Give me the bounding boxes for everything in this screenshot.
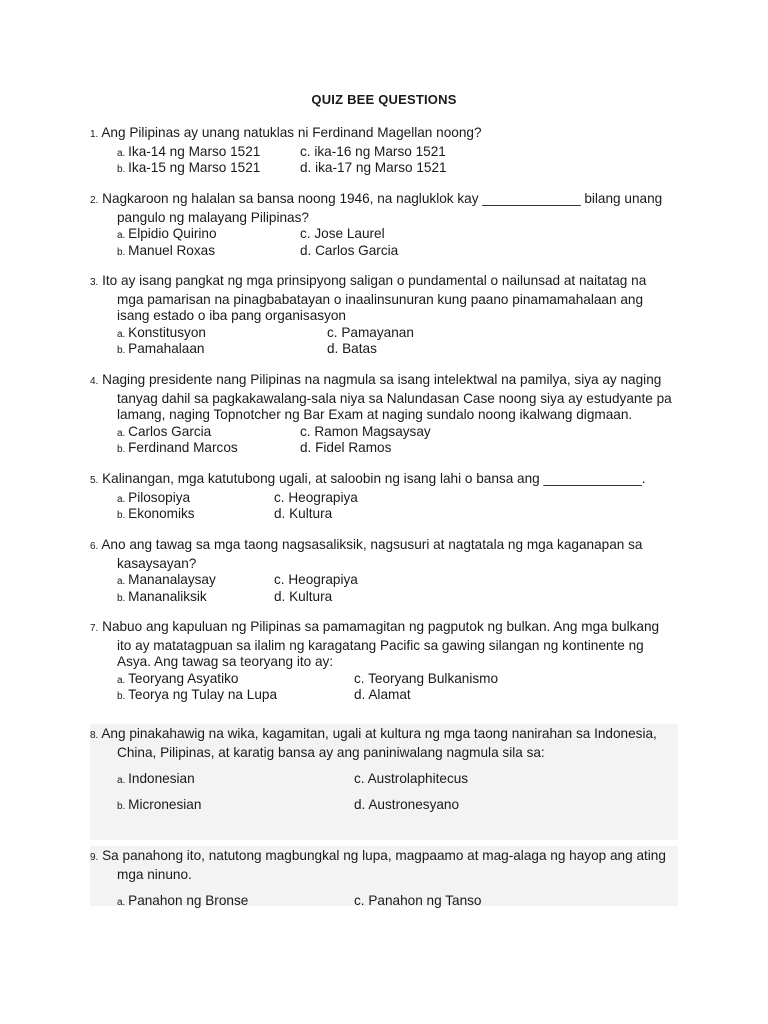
question-text-line: Kalinangan, mga katutubong ugali, at saloobin ng isang lahi o bansa ang _____________. xyxy=(98,471,646,486)
option-text: c. Heograpiya xyxy=(274,489,358,505)
option-text: Ika-14 ng Marso 1521 xyxy=(128,143,261,159)
question-7 xyxy=(90,619,680,704)
option-text: Mananalaysay xyxy=(128,572,216,587)
question-text-line: Ang Pilipinas ay unang natuklas ni Ferdinand Magellan noong? xyxy=(98,125,482,140)
option-text: c. Ramon Magsaysay xyxy=(300,423,431,439)
option-row xyxy=(90,893,680,919)
answer-option xyxy=(274,506,332,523)
option-row xyxy=(90,144,680,161)
question-text-line: Asya. Ang tawag sa teoryang ito ay: xyxy=(117,654,334,669)
option-row xyxy=(90,440,680,457)
question-number: 5. xyxy=(90,475,99,486)
option-letter: a. xyxy=(117,897,129,908)
option-letter: b. xyxy=(117,345,129,356)
option-text: Indonesian xyxy=(128,771,195,786)
answer-option xyxy=(354,893,481,910)
answer-option xyxy=(327,341,377,358)
option-letter: b. xyxy=(117,510,129,521)
option-row xyxy=(90,671,680,688)
answer-option xyxy=(300,144,446,161)
option-letter: a. xyxy=(117,576,129,587)
option-letter: a. xyxy=(117,674,129,686)
option-letter: b. xyxy=(117,592,129,604)
answer-option xyxy=(117,440,238,459)
option-text: d. Batas xyxy=(327,341,377,356)
question-number: 4. xyxy=(90,376,99,387)
answer-option xyxy=(354,797,459,814)
answer-option xyxy=(300,226,385,243)
question-text-line: Ano ang tawag sa mga taong nagsasaliksik, nagsusuri at nagtatala ng mga kaganapan sa xyxy=(98,537,643,552)
option-letter: a. xyxy=(117,427,129,439)
option-row xyxy=(90,341,680,358)
option-text: c. Jose Laurel xyxy=(300,226,385,241)
question-text-line: mga ninuno. xyxy=(117,866,192,882)
answer-option xyxy=(117,506,195,525)
option-row xyxy=(90,506,680,523)
option-text: c. Heograpiya xyxy=(274,572,358,587)
question-text-line: Ang pinakahawig na wika, kagamitan, ugali at kultura ng mga taong nanirahan sa Indonesia, xyxy=(98,726,657,741)
answer-option xyxy=(300,424,431,441)
option-text: d. Kultura xyxy=(274,506,333,521)
question-number: 2. xyxy=(90,195,99,206)
question-8 xyxy=(90,726,680,823)
option-row xyxy=(90,771,680,797)
option-text: Ika-15 ng Marso 1521 xyxy=(128,160,261,175)
question-text-line: Sa panahong ito, natutong magbungkal ng lupa, magpaamo at mag-alaga ng hayop ang ating xyxy=(98,848,666,863)
question-number: 3. xyxy=(90,277,99,288)
question-number: 7. xyxy=(90,623,99,634)
option-text: Panahon ng Bronse xyxy=(128,893,249,908)
option-letter: b. xyxy=(117,444,129,455)
option-text: d. Alamat xyxy=(354,687,411,702)
option-text: d. ika-17 ng Marso 1521 xyxy=(300,160,447,175)
answer-option xyxy=(117,771,195,790)
question-text xyxy=(90,273,680,292)
answer-option xyxy=(274,490,358,507)
question-number: 8. xyxy=(90,730,99,741)
option-letter: a. xyxy=(117,147,129,159)
question-6 xyxy=(90,537,680,605)
question-text-line: Nagkaroon ng halalan sa bansa noong 1946, na nagluklok kay _____________ bilang unang xyxy=(98,191,663,206)
question-text-line: Nabuo ang kapuluan ng Pilipinas sa pamamagitan ng pagputok ng bulkan. Ang mga bulkang xyxy=(98,619,660,634)
answer-option xyxy=(274,572,358,589)
question-text-line: Naging presidente nang Pilipinas na nagmula sa isang intelektwal na pamilya, siya ay naging xyxy=(98,372,662,387)
option-text: Elpidio Quirino xyxy=(128,226,217,241)
option-text: c. Austrolaphitecus xyxy=(354,771,469,786)
answer-option xyxy=(300,440,391,457)
option-text: Mananaliksik xyxy=(128,588,207,604)
option-text: d. Fidel Ramos xyxy=(300,440,392,455)
answer-option xyxy=(300,160,447,177)
option-text: d. Kultura xyxy=(274,588,333,604)
option-text: d. Austronesyano xyxy=(354,797,460,812)
option-text: c. ika-16 ng Marso 1521 xyxy=(300,143,446,159)
answer-option xyxy=(354,771,468,788)
option-row xyxy=(90,325,680,342)
option-row xyxy=(90,797,680,823)
option-row xyxy=(90,572,680,589)
option-row xyxy=(90,243,680,260)
question-text-line: mga pamarisan na pinagbabatayan o inaalinsunuran kung paano pinamamahalaan ang xyxy=(117,291,644,307)
option-letter: b. xyxy=(117,801,129,812)
option-row xyxy=(90,226,680,243)
answer-option xyxy=(274,589,332,606)
question-1 xyxy=(90,125,680,177)
question-text-line: lamang, naging Topnotcher ng Bar Exam at naging sundalo noong ikalwang digmaan. xyxy=(117,407,633,422)
question-text xyxy=(90,372,680,391)
answer-option xyxy=(354,671,498,688)
option-text: c. Pamayanan xyxy=(327,324,414,340)
question-text xyxy=(90,125,680,144)
option-letter: b. xyxy=(117,246,129,258)
option-text: Pilosopiya xyxy=(128,489,191,505)
question-4 xyxy=(90,372,680,457)
option-text: Micronesian xyxy=(128,797,202,812)
option-row xyxy=(90,589,680,606)
answer-option xyxy=(327,325,414,342)
question-text xyxy=(90,191,680,210)
option-text: c. Panahon ng Tanso xyxy=(354,893,482,908)
question-text-line: ito ay matatagpuan sa ilalim ng karagatang Pacific sa gawing silangan ng kontinente ng xyxy=(117,637,644,653)
answer-option xyxy=(117,160,260,179)
answer-option xyxy=(354,687,411,704)
option-text: Ferdinand Marcos xyxy=(128,440,238,455)
answer-option xyxy=(117,589,207,608)
question-3 xyxy=(90,273,680,358)
question-text xyxy=(90,537,680,556)
question-text xyxy=(90,471,680,490)
option-row xyxy=(90,490,680,507)
option-letter: b. xyxy=(117,164,129,175)
question-text-line: Ito ay isang pangkat ng mga prinsipyong saligan o pundamental o nailunsad at naitatag na xyxy=(98,273,647,288)
answer-option xyxy=(117,341,204,360)
option-letter: a. xyxy=(117,328,129,340)
option-text: Manuel Roxas xyxy=(128,242,216,258)
option-letter: a. xyxy=(117,230,129,241)
question-number: 1. xyxy=(90,129,99,140)
option-text: Teorya ng Tulay na Lupa xyxy=(128,687,278,702)
option-text: Teoryang Asyatiko xyxy=(128,670,239,686)
option-text: d. Carlos Garcia xyxy=(300,242,399,258)
question-text xyxy=(90,726,680,745)
answer-option xyxy=(117,687,277,706)
answer-option xyxy=(300,243,398,260)
answer-option xyxy=(117,893,248,912)
option-text: Pamahalaan xyxy=(128,341,205,356)
question-number: 6. xyxy=(90,541,99,552)
option-text: Konstitusyon xyxy=(128,324,206,340)
option-letter: b. xyxy=(117,691,129,702)
option-text: c. Teoryang Bulkanismo xyxy=(354,670,499,686)
question-text-line: China, Pilipinas, at karatig bansa ay ang paniniwalang nagmula sila sa: xyxy=(117,744,545,760)
page-title: QUIZ BEE QUESTIONS xyxy=(311,92,457,107)
answer-option xyxy=(117,797,201,816)
option-letter: a. xyxy=(117,493,129,505)
question-number: 9. xyxy=(90,852,99,863)
option-row xyxy=(90,424,680,441)
option-letter: a. xyxy=(117,775,129,786)
question-text-line: kasaysayan? xyxy=(117,555,197,571)
question-2 xyxy=(90,191,680,259)
question-text-line: tanyag dahil sa pagkakawalang-sala niya sa Nalundasan Case noong siya ay estudyante pa xyxy=(117,390,672,406)
question-text xyxy=(90,619,680,638)
option-text: Carlos Garcia xyxy=(128,423,212,439)
option-text: Ekonomiks xyxy=(128,506,195,521)
option-row xyxy=(90,687,680,704)
option-row xyxy=(90,160,680,177)
answer-option xyxy=(117,243,215,262)
question-9 xyxy=(90,848,680,919)
question-5 xyxy=(90,471,680,523)
question-text-line: pangulo ng malayang Pilipinas? xyxy=(117,209,309,225)
question-text-line: isang estado o iba pang organisasyon xyxy=(117,308,346,323)
question-text xyxy=(90,848,680,867)
